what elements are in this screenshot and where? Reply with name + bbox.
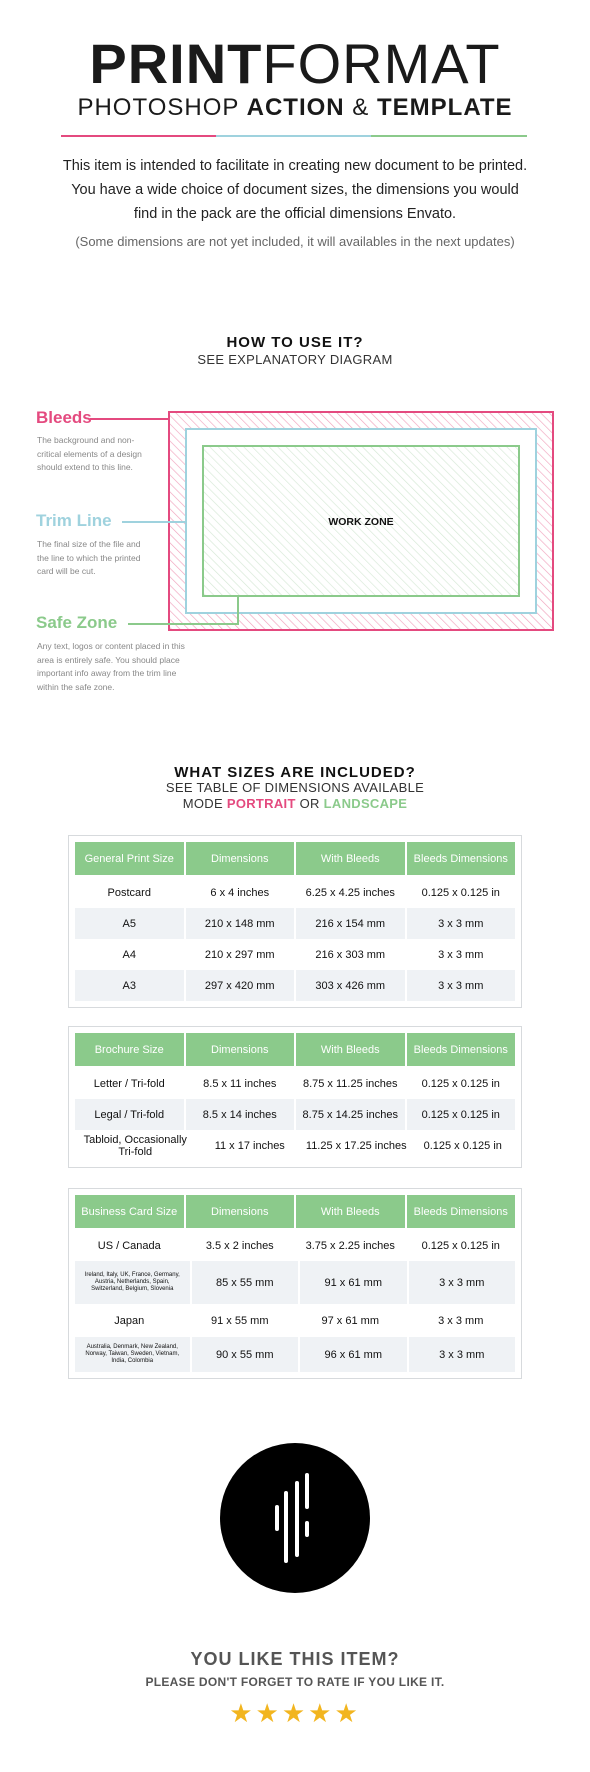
table-cell: A5 bbox=[75, 908, 184, 939]
table-cell: A3 bbox=[75, 970, 184, 1001]
table-cell: 297 x 420 mm bbox=[186, 970, 295, 1001]
table-cell: Australia, Denmark, New Zealand, Norway, Taiwan, Sweden, Vietnam, India, Colombia bbox=[75, 1337, 190, 1372]
header-cell: Dimensions bbox=[186, 1195, 295, 1228]
header-cell: Dimensions bbox=[186, 842, 295, 875]
title-thin: FORMAT bbox=[262, 32, 501, 95]
work-zone-label: WORK ZONE bbox=[328, 516, 394, 528]
footer-title: YOU LIKE THIS ITEM? bbox=[190, 1649, 400, 1669]
rating-stars-icon[interactable]: ★★★★★ bbox=[229, 1698, 361, 1728]
general-print-table bbox=[68, 835, 522, 1008]
header-cell: Bleeds Dimensions bbox=[407, 1033, 516, 1066]
table-cell: 97 x 61 mm bbox=[321, 1314, 379, 1327]
table-cell: 303 x 426 mm bbox=[296, 970, 405, 1001]
table-cell: Postcard bbox=[107, 886, 151, 899]
table-cell: 8.5 x 11 inches bbox=[203, 1077, 277, 1090]
table-cell: 216 x 154 mm bbox=[296, 908, 405, 939]
table-cell: 3 x 3 mm bbox=[407, 970, 516, 1001]
trim-desc: The final size of the file and the line to which the printed card will be cut. bbox=[37, 539, 141, 576]
table-row bbox=[75, 1230, 515, 1261]
table-cell: 0.125 x 0.125 in bbox=[423, 1139, 502, 1152]
trim-label: Trim Line bbox=[36, 511, 112, 530]
table-row bbox=[75, 970, 515, 1001]
table-cell: Japan bbox=[114, 1314, 145, 1327]
intro-text: This item is intended to facilitate in creating new document to be printed. You have a wide choice of document sizes, the dimensions you would find in the pack are the official dimensions Envato. bbox=[62, 158, 528, 222]
mode-portrait: PORTRAIT bbox=[226, 796, 296, 811]
header-cell: Dimensions bbox=[186, 1033, 295, 1066]
table-cell: 3.5 x 2 inches bbox=[205, 1239, 274, 1252]
bleeds-label: Bleeds bbox=[36, 408, 92, 427]
table-cell: 216 x 303 mm bbox=[315, 948, 386, 961]
mode-or: OR bbox=[299, 796, 320, 811]
sizes-mode bbox=[0, 796, 590, 811]
table-cell: 91 x 61 mm bbox=[300, 1261, 407, 1304]
subtitle-part-4: TEMPLATE bbox=[376, 94, 513, 121]
header-cell: Bleeds Dimensions bbox=[407, 842, 516, 875]
table-cell: 11 x 17 inches bbox=[214, 1139, 285, 1152]
sizes-title: WHAT SIZES ARE INCLUDED? bbox=[174, 764, 416, 781]
table-cell: 3 x 3 mm bbox=[409, 1261, 516, 1304]
table-header-row bbox=[75, 842, 515, 875]
table-cell: 3 x 3 mm bbox=[438, 948, 484, 961]
header-cell: Business Card Size bbox=[75, 1195, 184, 1228]
footer-subtitle: PLEASE DON'T FORGET TO RATE IF YOU LIKE IT. bbox=[145, 1675, 445, 1689]
table-cell: 3.75 x 2.25 inches bbox=[305, 1239, 395, 1252]
table-cell: 8.75 x 11.25 inches bbox=[302, 1077, 398, 1090]
table-cell: 11.25 x 17.25 inches bbox=[305, 1139, 407, 1152]
subtitle-part-1: PHOTOSHOP bbox=[77, 94, 239, 121]
sizes-subtitle: SEE TABLE OF DIMENSIONS AVAILABLE bbox=[165, 780, 425, 795]
intro-note: (Some dimensions are not yet included, it will availables in the next updates) bbox=[75, 234, 515, 249]
howto-title: HOW TO USE IT? bbox=[226, 334, 364, 351]
table-cell: 0.125 x 0.125 in bbox=[421, 886, 500, 899]
bleed-diagram bbox=[0, 0, 590, 720]
table-cell: 0.125 x 0.125 in bbox=[407, 1099, 516, 1130]
business-card-table bbox=[68, 1188, 522, 1379]
table-cell: 90 x 55 mm bbox=[192, 1337, 299, 1372]
author-logo-icon bbox=[220, 1443, 370, 1593]
table-cell: 85 x 55 mm bbox=[192, 1261, 299, 1304]
safe-label: Safe Zone bbox=[36, 613, 118, 632]
header-cell: With Bleeds bbox=[296, 842, 405, 875]
mode-landscape: LANDSCAPE bbox=[323, 796, 408, 811]
header-cell: With Bleeds bbox=[296, 1195, 405, 1228]
table-row bbox=[75, 939, 515, 970]
bleeds-desc: The background and non-critical elements of a design should extend to this line. bbox=[37, 435, 142, 472]
table-row bbox=[75, 1068, 515, 1099]
table-row bbox=[75, 1304, 515, 1337]
table-row bbox=[75, 1099, 515, 1130]
table-cell: US / Canada bbox=[97, 1239, 161, 1252]
header-cell: With Bleeds bbox=[296, 1033, 405, 1066]
header-cell: Brochure Size bbox=[75, 1033, 184, 1066]
table-cell: 91 x 55 mm bbox=[211, 1314, 269, 1327]
table-cell: 3 x 3 mm bbox=[409, 1337, 516, 1372]
header-cell: General Print Size bbox=[75, 842, 184, 875]
brochure-table bbox=[68, 1026, 522, 1168]
table-cell: Tabloid, Occasionally Tri-fold bbox=[83, 1133, 187, 1158]
table-cell: 3 x 3 mm bbox=[407, 908, 516, 939]
table-cell: 8.5 x 14 inches bbox=[186, 1099, 295, 1130]
table-cell: 210 x 297 mm bbox=[204, 948, 275, 961]
safe-desc: Any text, logos or content placed in this area is entirely safe. You should place important info away from the trim line within the safe zone. bbox=[37, 641, 185, 692]
table-row bbox=[75, 1130, 515, 1161]
table-cell: A4 bbox=[122, 948, 136, 961]
table-cell: 8.75 x 14.25 inches bbox=[296, 1099, 405, 1130]
table-cell: 210 x 148 mm bbox=[186, 908, 295, 939]
table-cell: Legal / Tri-fold bbox=[75, 1099, 184, 1130]
subtitle-part-3: & bbox=[352, 94, 370, 121]
howto-subtitle: SEE EXPLANATORY DIAGRAM bbox=[197, 352, 393, 367]
table-row bbox=[75, 1261, 515, 1304]
table-header-row bbox=[75, 1033, 515, 1066]
table-cell: 6 x 4 inches bbox=[210, 886, 270, 899]
table-cell: 96 x 61 mm bbox=[300, 1337, 407, 1372]
table-row bbox=[75, 1337, 515, 1372]
table-header-row bbox=[75, 1195, 515, 1228]
title-bold: PRINT bbox=[89, 32, 263, 95]
table-cell: 0.125 x 0.125 in bbox=[421, 1077, 500, 1090]
table-cell: Letter / Tri-fold bbox=[93, 1077, 165, 1090]
table-cell: 6.25 x 4.25 inches bbox=[305, 886, 395, 899]
table-cell: 0.125 x 0.125 in bbox=[421, 1239, 500, 1252]
mode-prefix: MODE bbox=[182, 796, 223, 811]
table-cell: Ireland, Italy, UK, France, Germany, Austria, Netherlands, Spain, Switzerland, Belgium, Slovenia bbox=[75, 1261, 190, 1304]
table-cell: 3 x 3 mm bbox=[438, 1314, 484, 1327]
subtitle-part-2: ACTION bbox=[246, 94, 345, 121]
header-cell: Bleeds Dimensions bbox=[407, 1195, 516, 1228]
table-row bbox=[75, 877, 515, 908]
table-row bbox=[75, 908, 515, 939]
